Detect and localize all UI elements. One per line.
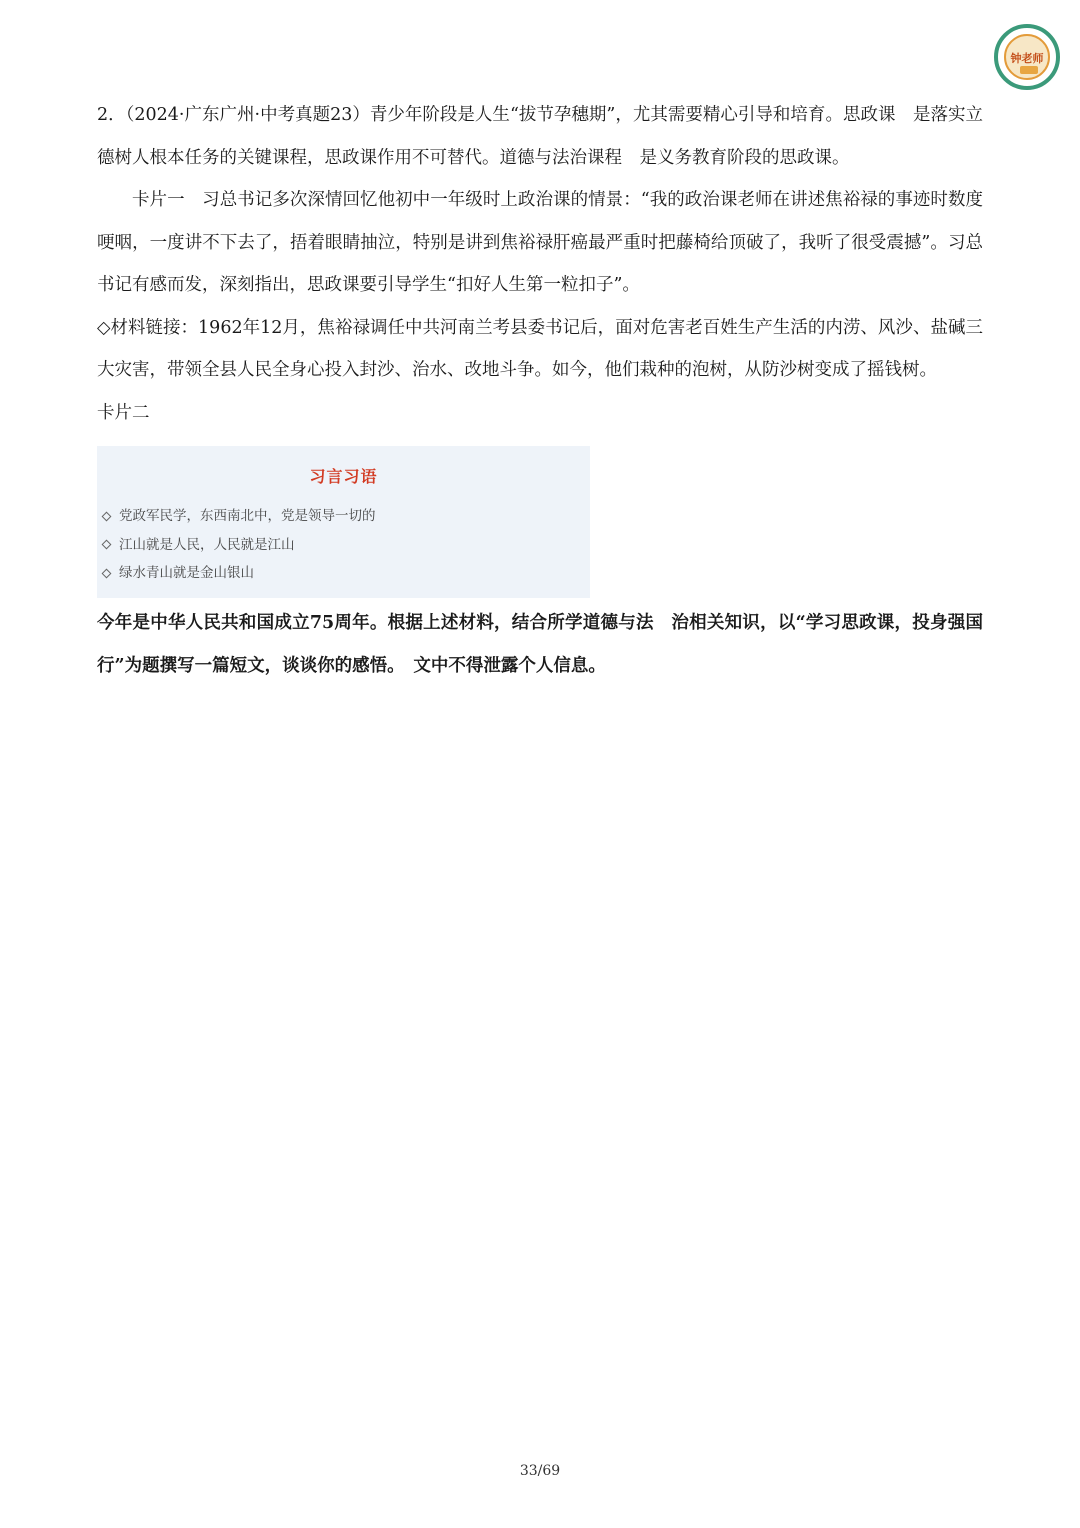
card-two-image — [97, 446, 590, 598]
quote-item — [101, 502, 376, 531]
material-link-text: ◇材料链接：1962年12月，焦裕禄调任中共河南兰考县委书记后，面对危害老百姓生产生活的内涝、风沙、盐碱三大灾害，带领全县人民全身心投入封沙、治水、改地斗争。如今，他们栽种的泡树，从防沙树变成了摇钱树。 — [97, 317, 983, 380]
quote-text: 绿水青山就是金山银山 — [119, 565, 254, 581]
quote-text: 江山就是人民，人民就是江山 — [119, 536, 295, 553]
question-intro: 2．（2024·广东广州·中考真题23）青少年阶段是人生“拔节孕穗期”，尤其需要精心引导和培育。思政课 是落实立德树人根本任务的关键课程，思政课作用不可替代。道德与法治课程 是义务教育阶段的思政课。 — [97, 105, 983, 168]
publisher-logo — [994, 24, 1060, 90]
logo-seal — [1004, 34, 1050, 80]
document-body — [97, 94, 983, 687]
quote-item — [101, 559, 376, 588]
writing-task: 今年是中华人民共和国成立75周年。根据上述材料，结合所学道德与法 治相关知识，以“学习思政课，投身强国行”为题撰写一篇短文，谈谈你的感悟。 文中不得泄露个人信息。 — [97, 613, 983, 676]
logo-text: 钟老师 — [1010, 52, 1044, 65]
quote-item — [101, 531, 376, 560]
card-two-image-title: 习言习语 — [309, 467, 378, 486]
diamond-bullet-icon — [102, 540, 112, 550]
diamond-bullet-icon — [102, 568, 112, 578]
quote-list — [101, 502, 376, 588]
book-icon — [1020, 66, 1038, 74]
card-one-text: 卡片一 习总书记多次深情回忆他初中一年级时上政治课的情景：“我的政治课老师在讲述焦裕禄的事迹时数度哽咽，一度讲不下去了，捂着眼睛抽泣，特别是讲到焦裕禄肝癌最严重时把藤椅给顶破了，我听了很受震撼”。习总书记有感而发，深刻指出，思政课要引导学生“扣好人生第一粒扣子”。 — [97, 190, 983, 295]
card-two-label: 卡片二 — [97, 402, 150, 423]
page-number: 33/69 — [519, 1463, 561, 1479]
quote-text: 党政军民学，东西南北中，党是领导一切的 — [119, 508, 376, 524]
diamond-bullet-icon — [102, 511, 112, 521]
